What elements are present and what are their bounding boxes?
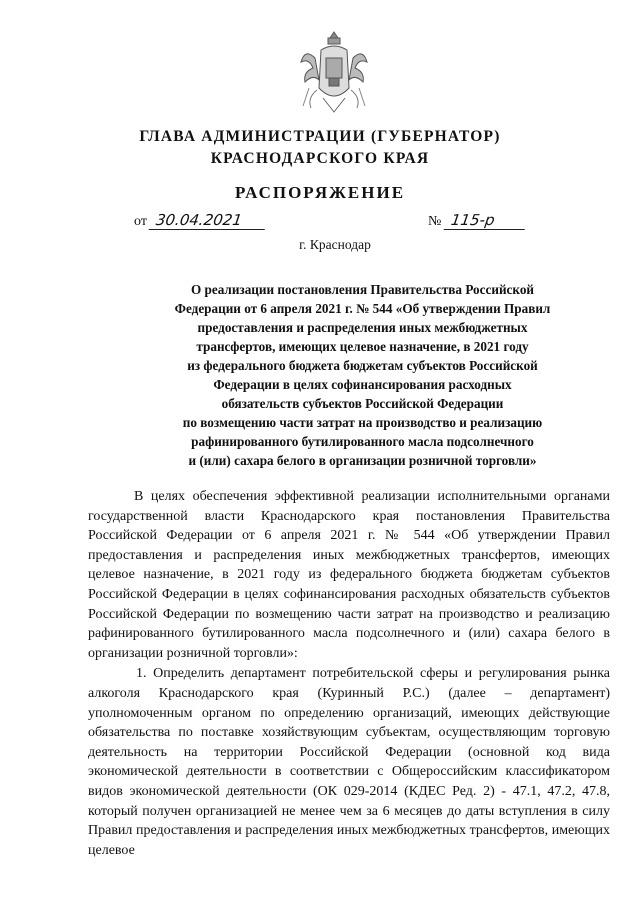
subject-line: и (или) сахара белого в организации розничной торговли» <box>188 453 537 468</box>
document-type: РАСПОРЯЖЕНИЕ <box>234 183 406 202</box>
date-value: 30.04.2021 <box>149 211 268 230</box>
number-field <box>428 211 526 230</box>
subject-line: Федерации в целях софинансирования расходных <box>213 377 512 392</box>
subject-line: предоставления и распределения иных межбюджетных <box>197 320 528 335</box>
subject-line: О реализации постановления Правительства Российской <box>190 282 535 297</box>
subject-line: из федерального бюджета бюджетам субъектов Российской <box>187 358 538 373</box>
subject-line: трансфертов, имеющих целевое назначение, в 2021 году <box>196 339 529 354</box>
krasnodar-coat-of-arms-icon <box>295 28 373 114</box>
number-prefix: № <box>428 214 442 229</box>
date-prefix: от <box>134 214 147 229</box>
subject-line: по возмещению части затрат на производство и реализацию <box>182 415 543 430</box>
number-value: 115-р <box>444 211 528 230</box>
authority-region: КРАСНОДАРСКОГО КРАЯ <box>210 150 430 167</box>
authority-title: ГЛАВА АДМИНИСТРАЦИИ (ГУБЕРНАТОР) <box>139 128 501 145</box>
item-1-paragraph: 1. Определить департамент потребительской сферы и регулирования рынка алкоголя Краснодарского края (Куринный Р.С.) (далее – департамент) уполномоченным органом по определению организаций, имеющих действующие обязательства по поставке хозяйствующим субъектам, осуществляющим торговую деятельность на территории Российской Федерации (основной код вида экономической деятельности в соответствии с Общероссийским классификатором видов экономической деятельности (ОК 029-2014 (КДЕС Ред. 2) - 47.1, 47.2, 47.8, который получен организацией не менее чем за 6 месяцев до даты вступления в силу Правил предоставления и распределения иных межбюджетных трансфертов, имеющих целевое <box>88 666 610 858</box>
date-field <box>134 211 266 230</box>
subject-line: обязательств субъектов Российской Федерации <box>221 396 504 411</box>
document-body <box>88 487 610 861</box>
subject-line: рафинированного бутилированного масла подсолнечного <box>191 434 534 449</box>
city: г. Краснодар <box>299 237 371 252</box>
intro-paragraph: В целях обеспечения эффективной реализации исполнительными органами государственной власти Краснодарского края постановления Правительства Российской Федерации от 6 апреля 2021 г. № 544 «Об утверждении Правил предоставления и распределения иных межбюджетных трансфертов, имеющих целевое назначение, в 2021 году из федерального бюджета бюджетам субъектов Российской Федерации в целях софинансирования расходных обязательств субъектов Российской Федерации по возмещению части затрат на производство и реализацию рафинированного бутилированного масла подсолнечного и (или) сахара белого в организации розничной торговли»: <box>88 489 610 661</box>
document-subject <box>150 280 575 470</box>
subject-line: Федерации от 6 апреля 2021 г. № 544 «Об утверждении Правил <box>174 301 551 316</box>
